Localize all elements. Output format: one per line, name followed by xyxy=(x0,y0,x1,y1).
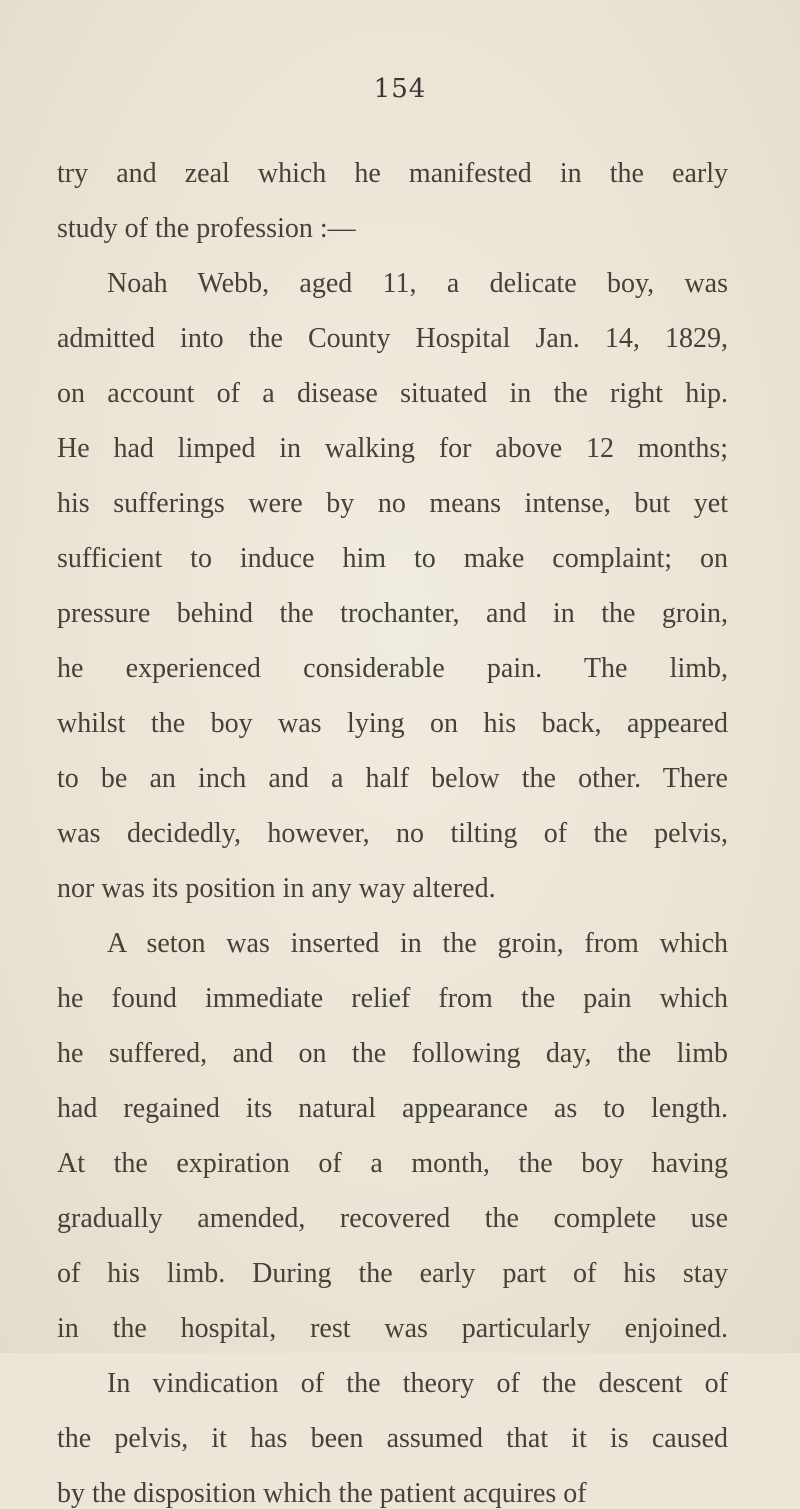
text-line: A seton was inserted in the groin, from which xyxy=(107,928,728,959)
text-line: on account of a disease situated in the right hip. xyxy=(57,378,728,409)
text-line: he experienced considerable pain. The limb, xyxy=(57,653,728,684)
page-number: 154 xyxy=(373,74,427,104)
text-line: In vindication of the theory of the descent of xyxy=(107,1368,728,1399)
text-line: gradually amended, recovered the complete use xyxy=(57,1203,728,1234)
text-line: to be an inch and a half below the other. There xyxy=(57,763,728,794)
text-line: nor was its position in any way altered. xyxy=(57,873,496,904)
text-line: in the hospital, rest was particularly enjoined. xyxy=(57,1313,728,1344)
text-line: He had limped in walking for above 12 months; xyxy=(57,433,728,464)
text-line: try and zeal which he manifested in the early xyxy=(57,158,728,189)
text-line: admitted into the County Hospital Jan. 14, 1829, xyxy=(57,323,728,354)
text-line: his sufferings were by no means intense, but yet xyxy=(57,488,728,519)
text-line: At the expiration of a month, the boy having xyxy=(57,1148,728,1179)
text-line: study of the profession :— xyxy=(57,213,356,244)
text-line: sufficient to induce him to make complaint; on xyxy=(57,543,728,574)
text-line: by the disposition which the patient acquires of xyxy=(57,1478,587,1509)
text-line: had regained its natural appearance as to length. xyxy=(57,1093,728,1124)
text-line: whilst the boy was lying on his back, appeared xyxy=(57,708,728,739)
text-line: Noah Webb, aged 11, a delicate boy, was xyxy=(107,268,728,299)
text-line: of his limb. During the early part of his stay xyxy=(57,1258,728,1289)
text-line: was decidedly, however, no tilting of the pelvis, xyxy=(57,818,728,849)
text-line: the pelvis, it has been assumed that it is caused xyxy=(57,1423,728,1454)
text-line: pressure behind the trochanter, and in the groin, xyxy=(57,598,728,629)
text-line: he suffered, and on the following day, the limb xyxy=(57,1038,728,1069)
text-line: he found immediate relief from the pain which xyxy=(57,983,728,1014)
